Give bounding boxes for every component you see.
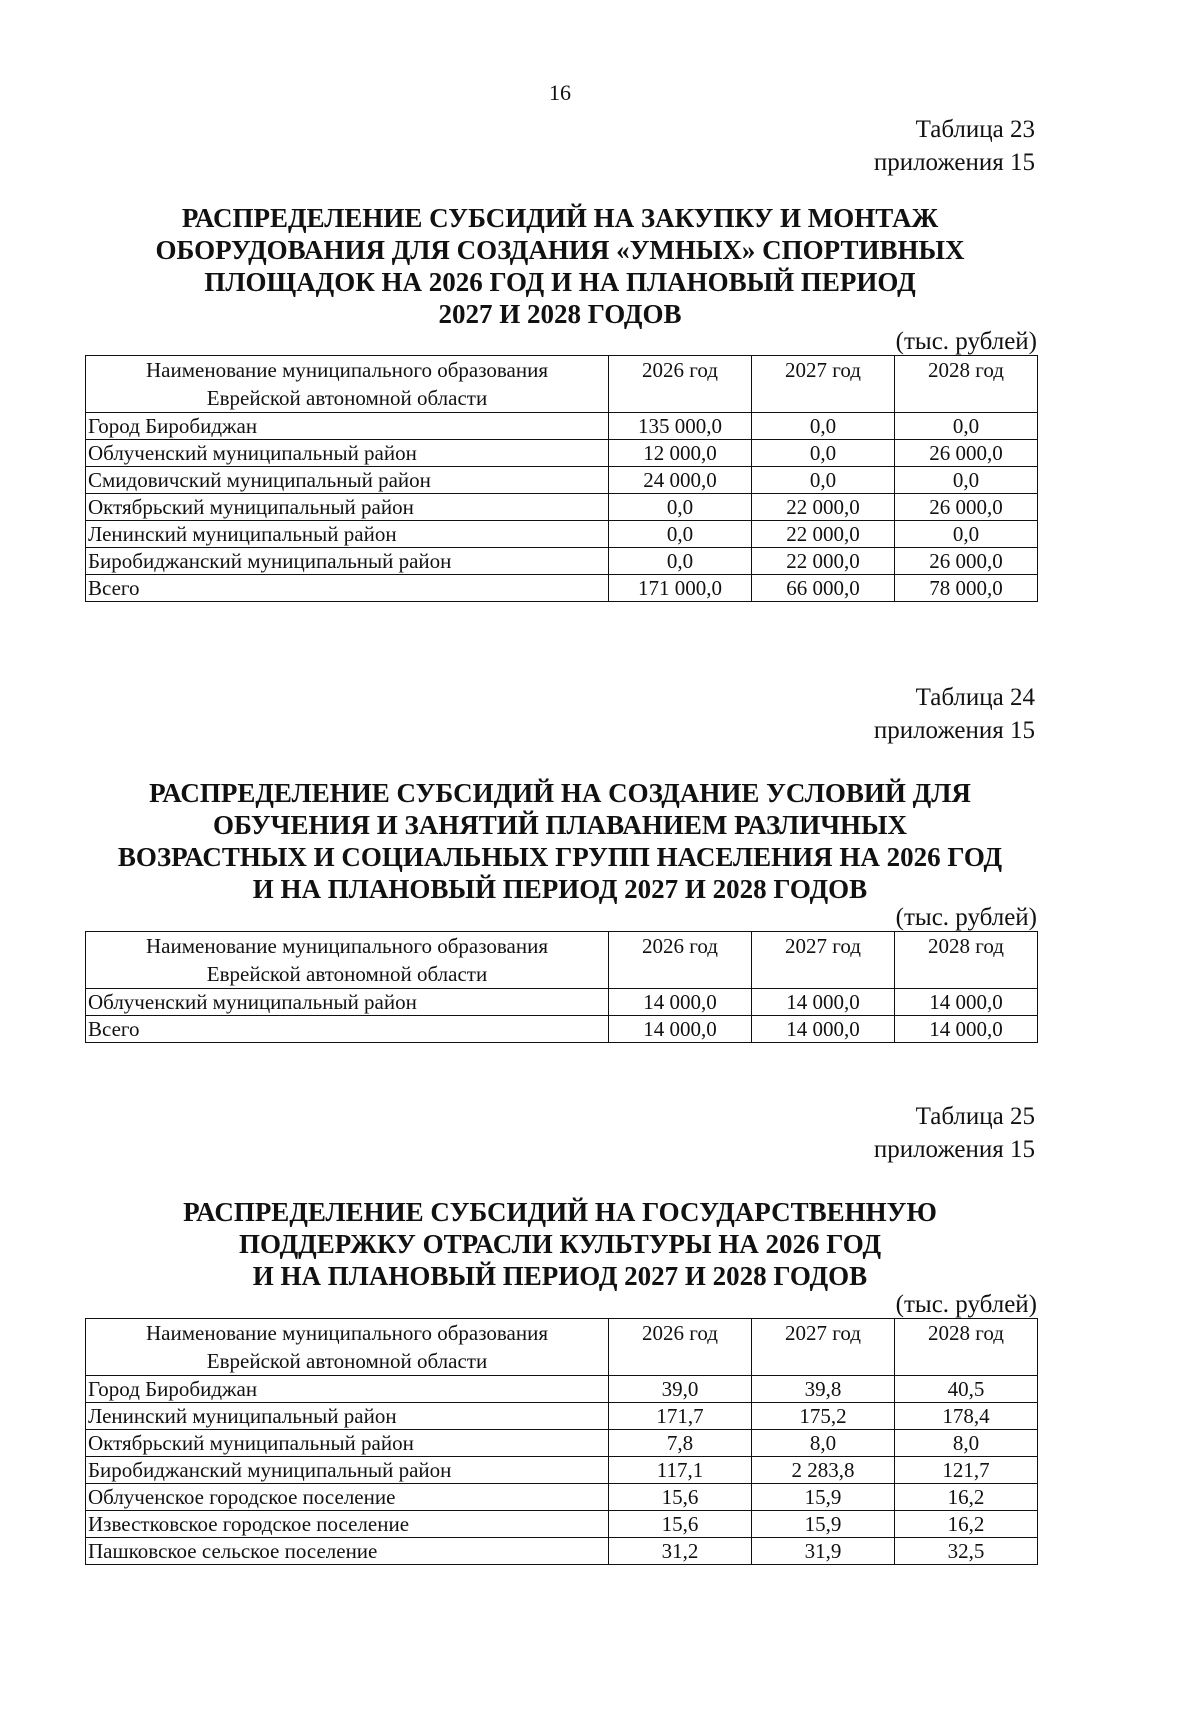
municipality-cell: Город Биробиджан (86, 1376, 609, 1403)
title-line: РАСПРЕДЕЛЕНИЕ СУБСИДИЙ НА ЗАКУПКУ И МОНТАЖ (181, 203, 939, 233)
header-2027: 2027 год (752, 1319, 895, 1376)
total-row (86, 1016, 1038, 1043)
value-2027: 0,0 (752, 440, 895, 467)
value-2026: 14 000,0 (609, 989, 752, 1016)
table-row (86, 1484, 1038, 1511)
table-row (86, 1430, 1038, 1457)
header-2026: 2026 год (609, 1319, 752, 1376)
value-2026: 0,0 (609, 521, 752, 548)
title-line: И НА ПЛАНОВЫЙ ПЕРИОД 2027 И 2028 ГОДОВ (252, 874, 868, 904)
title-line: ПЛОЩАДОК НА 2026 ГОД И НА ПЛАНОВЫЙ ПЕРИОД (204, 267, 916, 297)
table-23 (85, 355, 1038, 602)
header-row (86, 932, 1038, 989)
value-2028: 16,2 (895, 1484, 1038, 1511)
table-row (86, 494, 1038, 521)
table-row (86, 467, 1038, 494)
table-row (86, 1376, 1038, 1403)
title-line: ВОЗРАСТНЫХ И СОЦИАЛЬНЫХ ГРУПП НАСЕЛЕНИЯ НА 2026 ГОД (117, 842, 1003, 872)
table-row (86, 521, 1038, 548)
table-number: Таблица 25 (915, 1103, 1035, 1130)
value-2026: 39,0 (609, 1376, 752, 1403)
municipality-cell: Биробиджанский муниципальный район (86, 1457, 609, 1484)
table-row (86, 1457, 1038, 1484)
value-2027: 0,0 (752, 467, 895, 494)
municipality-cell: Октябрьский муниципальный район (86, 1430, 609, 1457)
table-24-title (80, 777, 1040, 905)
title-line: И НА ПЛАНОВЫЙ ПЕРИОД 2027 И 2028 ГОДОВ (252, 1261, 868, 1291)
header-row (86, 1319, 1038, 1376)
municipality-cell: Облученский муниципальный район (86, 440, 609, 467)
value-2028: 8,0 (895, 1430, 1038, 1457)
header-2028: 2028 год (895, 932, 1038, 989)
table-25 (85, 1318, 1038, 1565)
value-2027: 22 000,0 (752, 521, 895, 548)
total-2027: 66 000,0 (752, 575, 895, 602)
total-2028: 78 000,0 (895, 575, 1038, 602)
header-2026: 2026 год (609, 356, 752, 413)
municipality-cell: Октябрьский муниципальный район (86, 494, 609, 521)
total-label: Всего (86, 575, 609, 602)
header-line: Наименование муниципального образования (146, 358, 548, 382)
value-2027: 15,9 (752, 1484, 895, 1511)
value-2028: 0,0 (895, 467, 1038, 494)
value-2026: 15,6 (609, 1511, 752, 1538)
header-line: Еврейской автономной области (206, 1349, 488, 1373)
units-label: (тыс. рублей) (895, 1291, 1037, 1318)
table-24 (85, 931, 1038, 1043)
table-number: Таблица 23 (915, 116, 1035, 143)
header-line: Наименование муниципального образования (146, 934, 548, 958)
total-2027: 14 000,0 (752, 1016, 895, 1043)
value-2028: 32,5 (895, 1538, 1038, 1565)
table-25-reference (874, 1100, 1035, 1166)
value-2026: 31,2 (609, 1538, 752, 1565)
total-2026: 171 000,0 (609, 575, 752, 602)
value-2027: 15,9 (752, 1511, 895, 1538)
table-row (86, 1403, 1038, 1430)
title-line: РАСПРЕДЕЛЕНИЕ СУБСИДИЙ НА СОЗДАНИЕ УСЛОВИЙ ДЛЯ (149, 778, 971, 808)
value-2027: 14 000,0 (752, 989, 895, 1016)
municipality-cell: Известковское городское поселение (86, 1511, 609, 1538)
table-25-title (80, 1196, 1040, 1292)
header-municipality (86, 932, 609, 989)
municipality-cell: Облученское городское поселение (86, 1484, 609, 1511)
title-line: ОБУЧЕНИЯ И ЗАНЯТИЙ ПЛАВАНИЕМ РАЗЛИЧНЫХ (212, 810, 908, 840)
table-row (86, 989, 1038, 1016)
value-2027: 0,0 (752, 413, 895, 440)
municipality-cell: Ленинский муниципальный район (86, 1403, 609, 1430)
title-line: 2027 И 2028 ГОДОВ (438, 299, 682, 329)
value-2028: 26 000,0 (895, 494, 1038, 521)
municipality-cell: Биробиджанский муниципальный район (86, 548, 609, 575)
appendix-reference: приложения 15 (873, 717, 1035, 744)
table-23-reference (874, 113, 1035, 179)
municipality-cell: Пашковское сельское поселение (86, 1538, 609, 1565)
total-label: Всего (86, 1016, 609, 1043)
value-2028: 26 000,0 (895, 548, 1038, 575)
header-municipality (86, 1319, 609, 1376)
header-line: Наименование муниципального образования (146, 1321, 548, 1345)
value-2028: 0,0 (895, 413, 1038, 440)
page-number: 16 (549, 80, 571, 105)
table-row (86, 440, 1038, 467)
value-2028: 121,7 (895, 1457, 1038, 1484)
header-2027: 2027 год (752, 356, 895, 413)
table-23-title (80, 202, 1040, 330)
total-2026: 14 000,0 (609, 1016, 752, 1043)
table-number: Таблица 24 (915, 684, 1035, 711)
header-line: Еврейской автономной области (206, 962, 488, 986)
value-2026: 12 000,0 (609, 440, 752, 467)
table-row (86, 413, 1038, 440)
value-2028: 14 000,0 (895, 989, 1038, 1016)
title-line: РАСПРЕДЕЛЕНИЕ СУБСИДИЙ НА ГОСУДАРСТВЕННУЮ (183, 1197, 937, 1227)
value-2027: 8,0 (752, 1430, 895, 1457)
units-label: (тыс. рублей) (895, 904, 1037, 931)
header-2028: 2028 год (895, 356, 1038, 413)
value-2026: 171,7 (609, 1403, 752, 1430)
value-2027: 2 283,8 (752, 1457, 895, 1484)
municipality-cell: Облученский муниципальный район (86, 989, 609, 1016)
units-label: (тыс. рублей) (895, 328, 1037, 355)
title-line: ОБОРУДОВАНИЯ ДЛЯ СОЗДАНИЯ «УМНЫХ» СПОРТИВНЫХ (155, 235, 965, 265)
value-2026: 0,0 (609, 548, 752, 575)
value-2028: 178,4 (895, 1403, 1038, 1430)
header-2028: 2028 год (895, 1319, 1038, 1376)
value-2027: 39,8 (752, 1376, 895, 1403)
municipality-cell: Ленинский муниципальный район (86, 521, 609, 548)
value-2026: 15,6 (609, 1484, 752, 1511)
municipality-cell: Город Биробиджан (86, 413, 609, 440)
title-line: ПОДДЕРЖКУ ОТРАСЛИ КУЛЬТУРЫ НА 2026 ГОД (238, 1229, 882, 1259)
value-2026: 7,8 (609, 1430, 752, 1457)
header-row (86, 356, 1038, 413)
value-2028: 40,5 (895, 1376, 1038, 1403)
value-2026: 117,1 (609, 1457, 752, 1484)
value-2027: 22 000,0 (752, 494, 895, 521)
value-2028: 0,0 (895, 521, 1038, 548)
header-2027: 2027 год (752, 932, 895, 989)
municipality-cell: Смидовичский муниципальный район (86, 467, 609, 494)
appendix-reference: приложения 15 (873, 149, 1035, 176)
table-row (86, 1511, 1038, 1538)
table-row (86, 548, 1038, 575)
total-row (86, 575, 1038, 602)
header-municipality (86, 356, 609, 413)
value-2027: 31,9 (752, 1538, 895, 1565)
value-2026: 135 000,0 (609, 413, 752, 440)
value-2027: 175,2 (752, 1403, 895, 1430)
header-2026: 2026 год (609, 932, 752, 989)
header-line: Еврейской автономной области (206, 386, 488, 410)
value-2028: 16,2 (895, 1511, 1038, 1538)
appendix-reference: приложения 15 (873, 1136, 1035, 1163)
value-2028: 26 000,0 (895, 440, 1038, 467)
value-2027: 22 000,0 (752, 548, 895, 575)
table-row (86, 1538, 1038, 1565)
total-2028: 14 000,0 (895, 1016, 1038, 1043)
value-2026: 0,0 (609, 494, 752, 521)
table-24-reference (874, 681, 1035, 747)
value-2026: 24 000,0 (609, 467, 752, 494)
